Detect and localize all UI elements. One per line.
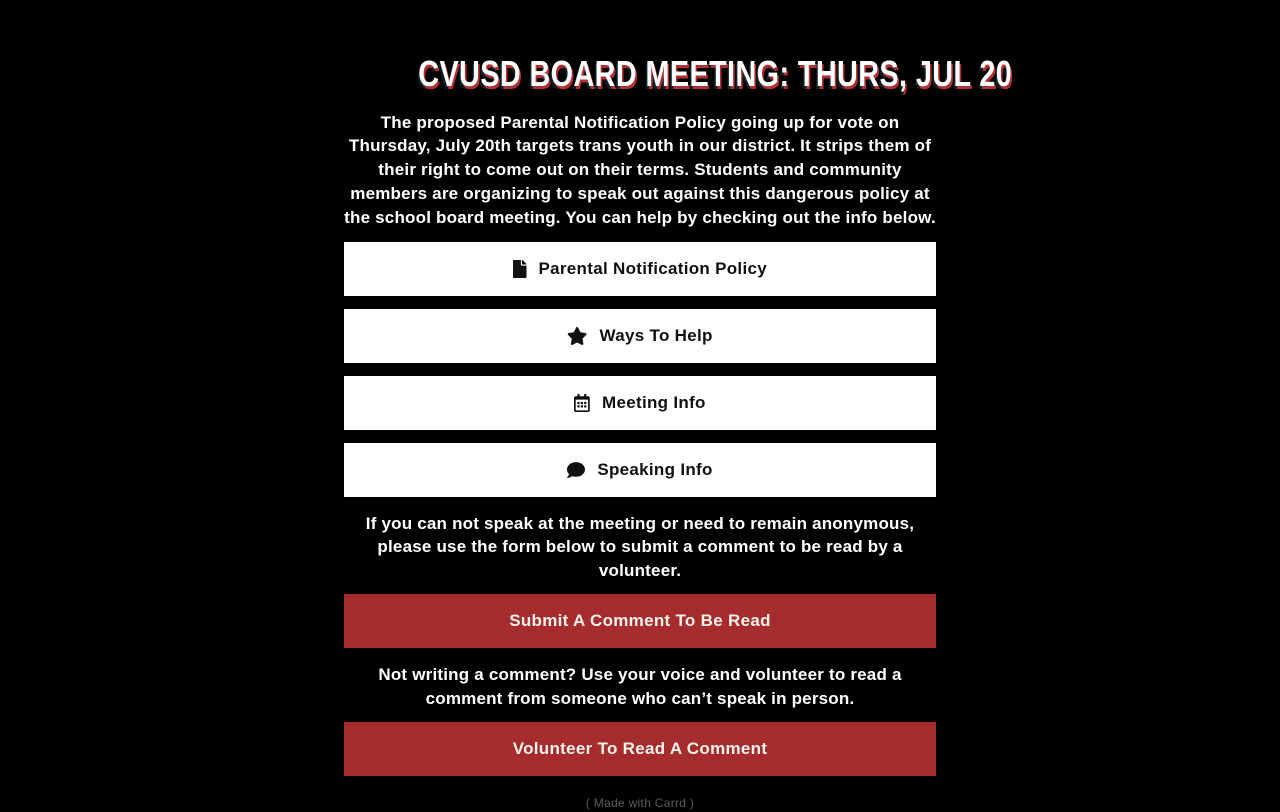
submit-comment-button[interactable] bbox=[344, 594, 936, 648]
calendar-icon bbox=[574, 394, 590, 412]
file-icon bbox=[513, 260, 527, 278]
speaking-info-button[interactable] bbox=[344, 443, 936, 497]
page-title-text: CVUSD BOARD MEETING: THURS, JUL 20 bbox=[418, 53, 1013, 94]
star-icon bbox=[567, 327, 587, 345]
button-label: Parental Notification Policy bbox=[538, 258, 767, 278]
button-label: Submit A Comment To Be Read bbox=[509, 610, 771, 630]
comment-instructions: If you can not speak at the meeting or need to remain anonymous, please use the form below to submit a comment to be read by a volunteer. bbox=[365, 513, 915, 581]
volunteer-instructions: Not writing a comment? Use your voice and volunteer to read a comment from someone who can’t speak in person. bbox=[378, 664, 902, 708]
footer bbox=[344, 794, 936, 812]
button-label: Ways To Help bbox=[599, 325, 713, 345]
ways-to-help-button[interactable] bbox=[344, 309, 936, 363]
button-label: Speaking Info bbox=[597, 459, 713, 479]
info-button-list bbox=[344, 242, 936, 497]
made-with-carrd-link[interactable]: ( Made with Carrd ) bbox=[585, 795, 695, 810]
comment-icon bbox=[567, 461, 585, 479]
button-label: Meeting Info bbox=[602, 392, 706, 412]
intro-text: The proposed Parental Notification Policy going up for vote on Thursday, July 20th targets trans youth in our district. It strips them of their right to come out on their terms. Students and community members are organizing to speak out against this dangerous policy at the school board meeting. You can help by checking out the info below. bbox=[344, 112, 936, 227]
volunteer-button[interactable] bbox=[344, 722, 936, 776]
page-title bbox=[344, 53, 1013, 94]
landing-card bbox=[344, 0, 1013, 812]
parental-notification-policy-button[interactable] bbox=[344, 242, 936, 296]
button-label: Volunteer To Read A Comment bbox=[512, 738, 768, 758]
meeting-info-button[interactable] bbox=[344, 376, 936, 430]
